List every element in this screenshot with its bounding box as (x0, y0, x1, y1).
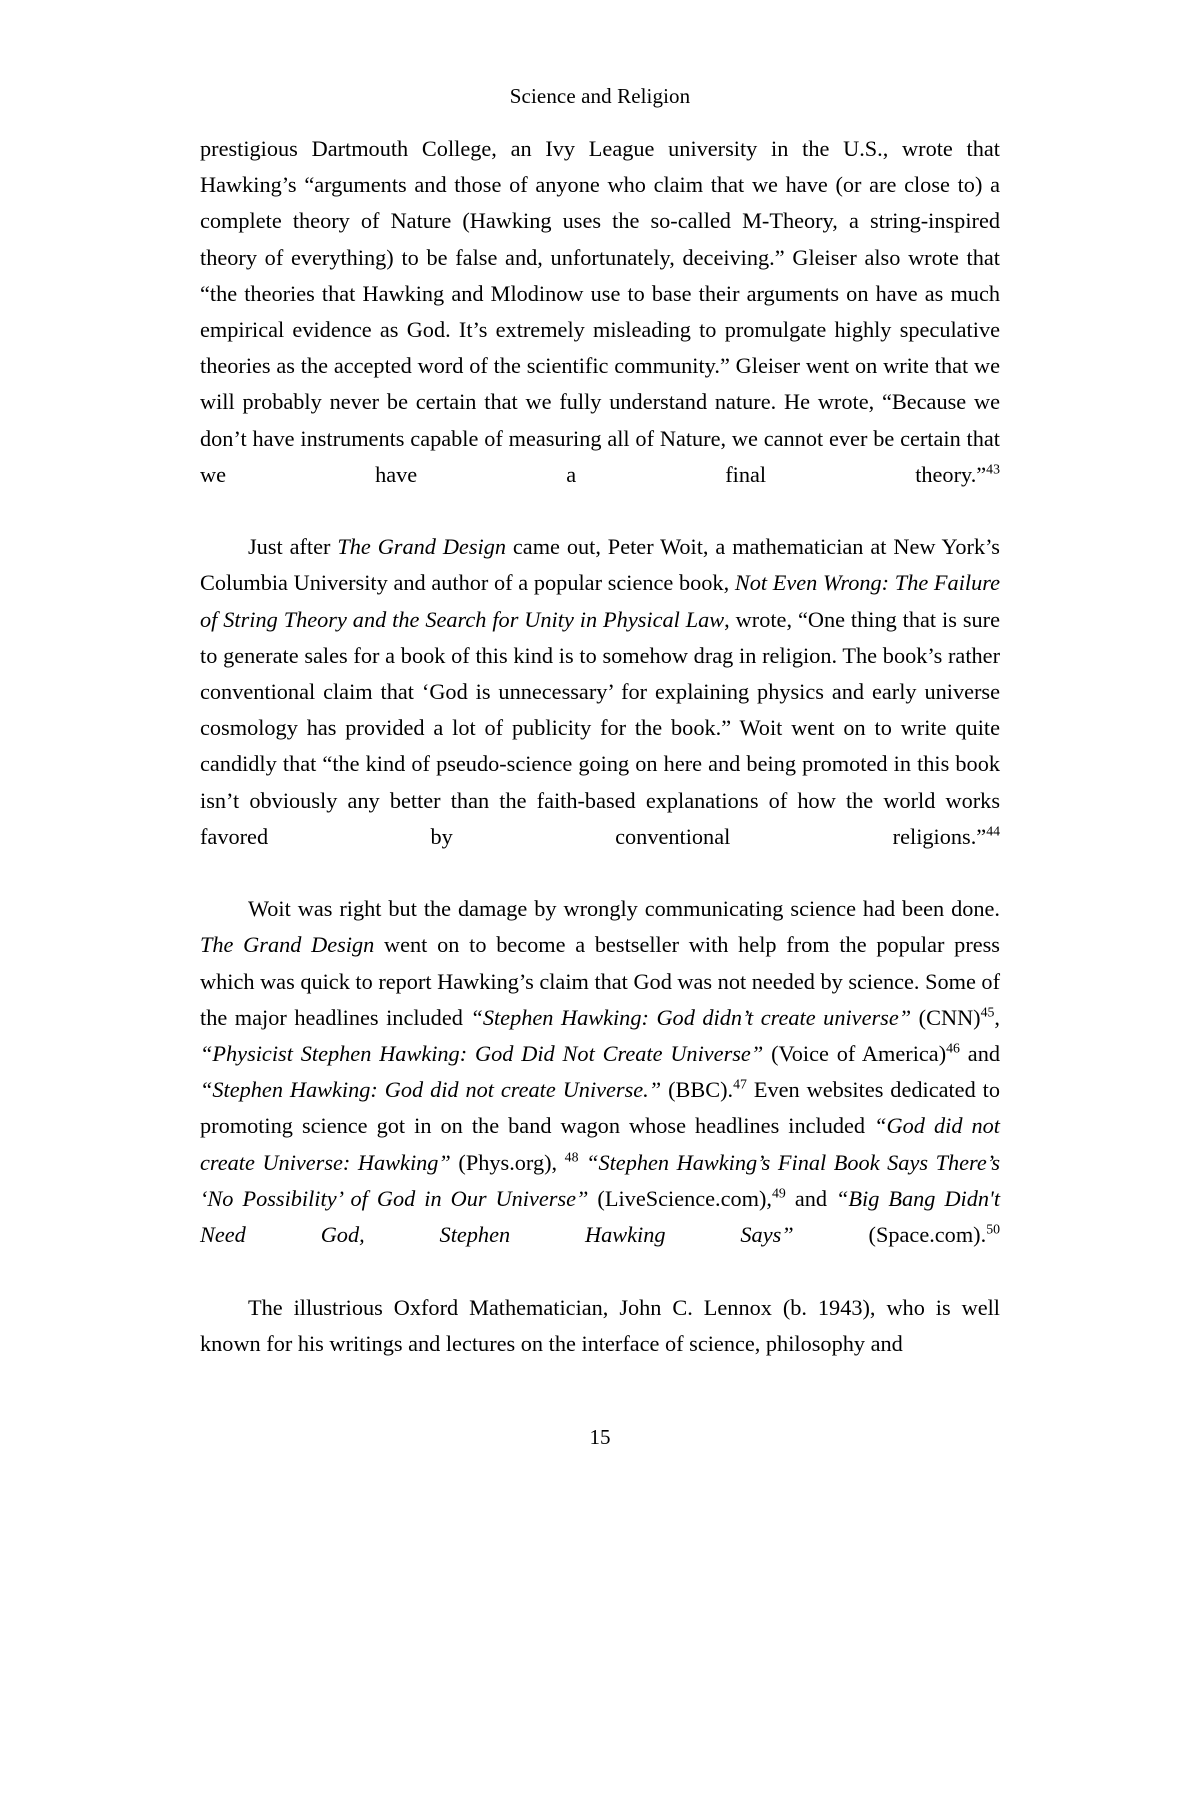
text-run: (Space.com). (793, 1222, 987, 1248)
text-run: came out, Peter Woit, a mathematician at New York’s Columbia University and author of a popular science book, (200, 534, 1000, 596)
text-run: Even websites dedicated to promoting science got in on the band wagon whose headlines included (200, 1077, 1000, 1139)
text-run: went on to become a bestseller with help from the popular press which was quick to report Hawking’s claim that God was not needed by science. Some of the major headlines included (200, 932, 1001, 1030)
footnote-marker: 46 (946, 1040, 960, 1056)
text-run: and (785, 1185, 837, 1211)
italic-run: “Physicist Stephen Hawking: God Did Not Create Universe” (200, 1041, 764, 1067)
footnote-marker: 47 (733, 1076, 747, 1092)
para-headlines (200, 891, 1000, 1289)
italic-run: “God did not create Universe: Hawking” (200, 1113, 1000, 1175)
text-run: Woit was right but the damage by wrongly communicating science had been done. (248, 896, 1000, 922)
italic-run: Not Even Wrong: The Failure of String Theory and the Search for Unity in Physical Law (200, 570, 1000, 632)
italic-run: “Stephen Hawking: God didn’t create universe” (470, 1004, 912, 1030)
body-text-column (200, 131, 1000, 1362)
text-run: (Phys.org), (450, 1149, 565, 1175)
text-run: , (994, 1004, 1000, 1030)
text-run (578, 1150, 586, 1175)
para-gleiser (200, 131, 1000, 529)
footnote-marker: 48 (564, 1149, 579, 1165)
text-run: prestigious Dartmouth College, an Ivy League university in the U.S., wrote that Hawking’s “arguments and those of anyone who claim that we have (or are close to) a complete theory of Nature (Hawking uses the so-called M-Theory, a string-inspired theory of everything) to be false and, unfortunately, deceiving.” Gleiser also wrote that “the theories that Hawking and Mlodinow use to base their arguments on have as much empirical evidence as God. It’s extremely misleading to promulgate highly speculative theories as the accepted word of the scientific community.” Gleiser went on write that we will probably never be certain that we fully understand nature. He wrote, “Because we don’t have instruments capable of measuring all of Nature, we cannot ever be certain that we have a final theory.” (200, 136, 1000, 487)
italic-run: “Big Bang Didn't Need God, Stephen Hawking Says” (200, 1185, 1001, 1248)
footnote-marker: 49 (772, 1185, 786, 1201)
footnote-marker: 50 (986, 1221, 1000, 1237)
text-run: (Voice of America) (763, 1041, 947, 1067)
para-lennox (200, 1290, 1000, 1362)
footnote-marker: 44 (986, 823, 1000, 839)
text-run: (BBC). (661, 1077, 734, 1103)
running-head: Science and Religion (509, 84, 691, 108)
footnote-marker: 45 (980, 1004, 995, 1020)
para-woit (200, 529, 1000, 891)
text-run: (CNN) (911, 1004, 981, 1030)
text-run: The illustrious Oxford Mathematician, John C. Lennox (b. 1943), who is well known for his writings and lectures on the interface of science, philosophy and (200, 1294, 1000, 1356)
footnote-marker: 43 (986, 461, 1000, 477)
page-number: 15 (589, 1425, 611, 1449)
italic-run: The Grand Design (200, 932, 375, 958)
italic-run: “Stephen Hawking: God did not create Universe.” (200, 1077, 662, 1103)
text-run: , wrote, “One thing that is sure to generate sales for a book of this kind is to somehow drag in religion. The book’s rather conventional claim that ‘God is unnecessary’ for explaining physics and early universe cosmology has provided a lot of publicity for the book.” Woit went on to write quite candidly that “the kind of pseudo-science going on here and being promoted in this book isn’t obviously any better than the faith-based explanations of how the world works favored by conventional religions.” (200, 606, 1000, 849)
text-run: (LiveScience.com), (588, 1185, 773, 1211)
italic-run: “Stephen Hawking’s Final Book Says There’s ‘No Possibility’ of God in Our Universe” (200, 1149, 1001, 1211)
italic-run: The Grand Design (337, 534, 506, 560)
text-run: and (959, 1041, 1000, 1067)
text-run: Just after (248, 534, 338, 560)
